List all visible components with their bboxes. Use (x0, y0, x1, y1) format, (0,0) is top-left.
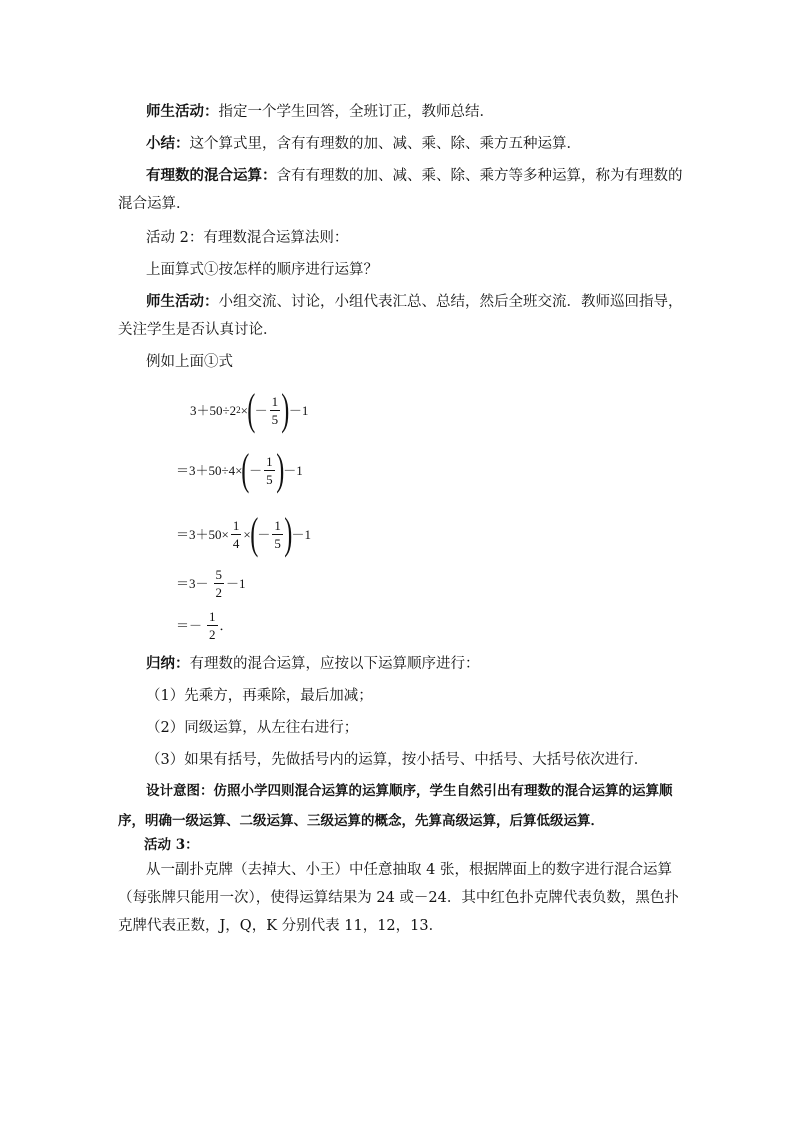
numerator: 5 (215, 567, 223, 582)
expr: ＝－ (176, 618, 203, 633)
question-paragraph: 上面算式①按怎样的顺序进行运算？ (146, 262, 378, 278)
neg: － (249, 462, 263, 478)
left-paren: ( (247, 385, 256, 434)
label: 师生活动： (146, 103, 219, 120)
minus-one: －1 (226, 576, 246, 591)
numerator: 1 (232, 517, 240, 533)
numerator: 1 (266, 453, 273, 469)
text: 这个算式里，含有有理数的加、减、乘、除、乘方五种运算． (189, 136, 581, 152)
label: 有理数的混合运算： (146, 167, 277, 184)
expr: 3＋50÷2 (190, 402, 237, 418)
math-line-5 (176, 610, 233, 641)
rule-1: （1）先乘方，再乘除，最后加减； (146, 688, 373, 704)
denominator: 5 (274, 535, 281, 551)
fraction (272, 519, 283, 550)
numerator: 1 (209, 609, 216, 624)
example-intro: 例如上面①式 (146, 354, 233, 370)
math-line-2 (176, 445, 303, 494)
expr: ＝3＋50÷4× (176, 462, 243, 478)
label: 归纳： (146, 655, 190, 672)
minus-one: －1 (283, 462, 303, 478)
definition-paragraph (118, 162, 684, 218)
fraction (264, 455, 275, 486)
design-intent: 设计意图：仿照小学四则混合运算的运算顺序，学生自然引出有理数的混合运算的运算顺序，明确一级运算、二级运算、三级运算的概念，先算高级运算，后算低级运算． (118, 783, 673, 829)
right-paren: ) (275, 445, 284, 494)
denominator: 2 (215, 585, 223, 600)
text: 有理数的混合运算，应按以下运算顺序进行： (189, 656, 480, 672)
neg: － (254, 402, 268, 418)
left-paren: ( (241, 445, 250, 494)
activity-3-heading: 活动 3： (144, 837, 199, 853)
denominator: 5 (271, 411, 279, 427)
fraction-half (207, 610, 218, 641)
numerator: 1 (271, 393, 279, 409)
minus-one: －1 (288, 402, 309, 418)
fraction-five-halves (214, 568, 225, 599)
label: 小结： (146, 135, 190, 152)
text: 含有有理数的加、减、乘、除、乘方等多种运算，称为有理数的混合运算． (118, 168, 683, 212)
activity-3-paragraph: 从一副扑克牌（去掉大、小王）中任意抽取 4 张，根据牌面上的数字进行混合运算（每张牌只能用一次），使得运算结果为 24 或－24．其中红色扑克牌代表负数，黑色扑克牌代表正数，J，Q，K 分别代表 11，12，13． (118, 862, 679, 934)
math-line-1 (190, 385, 309, 434)
left-paren: ( (249, 509, 259, 558)
numerator: 1 (274, 517, 281, 533)
math-line-3 (176, 509, 312, 558)
fraction-quarter (231, 519, 242, 550)
label: 师生活动： (146, 293, 219, 310)
rule-2: （2）同级运算，从左往右进行； (146, 720, 359, 736)
right-paren: ) (281, 385, 290, 434)
summary-paragraph (118, 130, 684, 158)
expr: ＝3－ (176, 576, 209, 591)
text: 小组交流、讨论，小组代表汇总、总结，然后全班交流．教师巡回指导，关注学生是否认真讨论． (118, 294, 683, 338)
period: ． (219, 618, 233, 633)
activity-2-heading: 活动 2：有理数混合运算法则： (146, 230, 349, 246)
induction-paragraph (118, 650, 684, 678)
text: 指定一个学生回答，全班订正，教师总结． (218, 104, 494, 120)
neg: － (257, 526, 271, 542)
times: × (240, 402, 248, 418)
expr: ＝3＋50× (176, 526, 229, 542)
fraction (270, 395, 281, 426)
minus-one: －1 (291, 526, 312, 542)
right-paren: ) (284, 509, 293, 558)
exponent: 2 (236, 404, 241, 415)
teacher-student-activity-1 (118, 98, 684, 126)
denominator: 5 (266, 471, 273, 487)
rule-3: （3）如果有括号，先做括号内的运算，按小括号、中括号、大括号依次进行． (146, 752, 649, 768)
teacher-student-activity-2 (118, 288, 684, 344)
denominator: 2 (209, 627, 216, 642)
denominator: 4 (232, 535, 240, 551)
times: × (243, 526, 251, 542)
math-line-4 (176, 568, 246, 599)
